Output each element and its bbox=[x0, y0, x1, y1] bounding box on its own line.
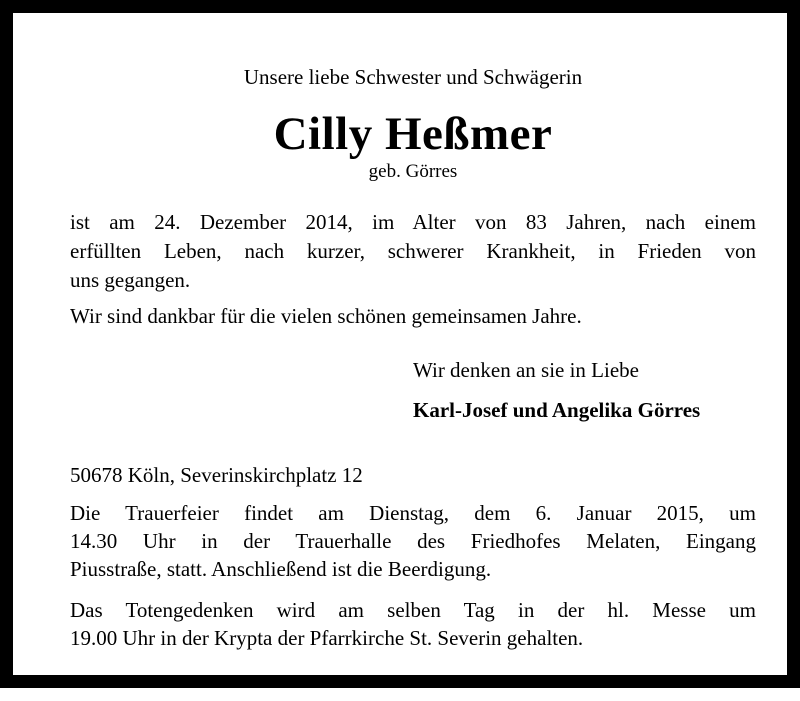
deceased-name: Cilly Heßmer bbox=[273, 108, 553, 160]
death-text-line-2: erfüllten Leben, nach kurzer, schwerer Krankheit, in Frieden von bbox=[70, 239, 756, 263]
remembrance-text: Wir denken an sie in Liebe bbox=[413, 358, 639, 382]
funeral-text-line-1: Die Trauerfeier findet am Dienstag, dem 6. Januar 2015, um bbox=[70, 501, 756, 525]
gratitude-text: Wir sind dankbar für die vielen schönen gemeinsamen Jahre. bbox=[70, 304, 582, 328]
mass-text-line-1: Das Totengedenken wird am selben Tag in der hl. Messe um bbox=[70, 598, 756, 622]
obituary-notice bbox=[70, 13, 756, 701]
death-text-line-3: uns gegangen. bbox=[70, 268, 191, 292]
mass-text-line-2: 19.00 Uhr in der Krypta der Pfarrkirche St. Severin gehalten. bbox=[70, 626, 584, 650]
maiden-name: geb. Görres bbox=[368, 161, 458, 182]
funeral-text-line-3: Piusstraße, statt. Anschließend ist die Beerdigung. bbox=[70, 557, 492, 581]
mourners-names: Karl-Josef und Angelika Görres bbox=[413, 398, 701, 422]
funeral-text-line-2: 14.30 Uhr in der Trauerhalle des Friedhofes Melaten, Eingang bbox=[70, 529, 756, 553]
address-line: 50678 Köln, Severinskirchplatz 12 bbox=[70, 463, 363, 487]
intro-line: Unsere liebe Schwester und Schwägerin bbox=[243, 65, 583, 89]
death-text-line-1: ist am 24. Dezember 2014, im Alter von 83 Jahren, nach einem bbox=[70, 210, 756, 234]
